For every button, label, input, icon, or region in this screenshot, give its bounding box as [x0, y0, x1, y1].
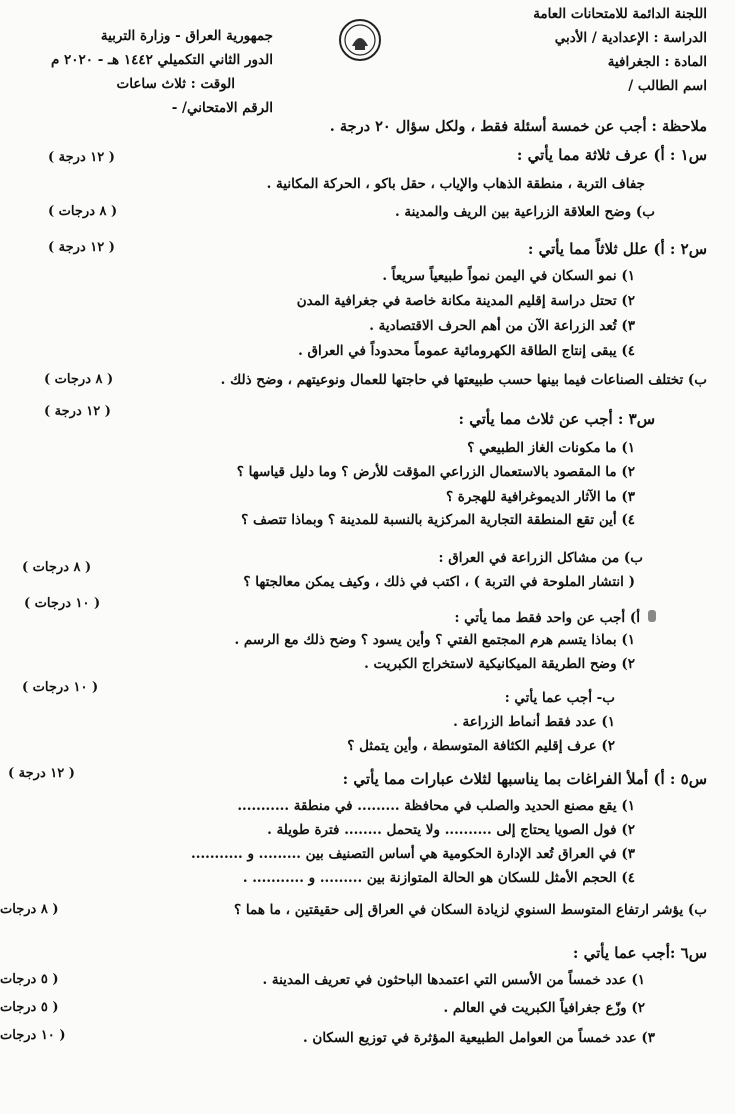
q6-2: ٢) وزّع جغرافياً الكبريت في العالم . — [443, 1000, 645, 1016]
q1-a: س١ : أ) عرف ثلاثة مما يأتي : — [516, 146, 707, 164]
exam-number-label: الرقم الامتحاني/ - — [171, 100, 273, 116]
subject: المادة : الجغرافية — [607, 54, 707, 70]
q6-1: ١) عدد خمساً من الأسس التي اعتمدها الباحثون في تعريف المدينة . — [262, 972, 645, 988]
q4-b-2: ٢) عرف إقليم الكثافة المتوسطة ، وأين يتمثل ؟ — [347, 738, 615, 754]
exam-time: الوقت : ثلاث ساعات — [116, 76, 235, 92]
q5-b: ب) يؤشر ارتفاع المتوسط السنوي لزيادة السكان في العراق إلى حقيقتين ، ما هما ؟ — [234, 902, 707, 918]
republic-ministry: جمهورية العراق - وزارة التربية — [100, 28, 273, 44]
student-name-label: اسم الطالب / — [628, 78, 707, 94]
q4-a-1: ١) بماذا يتسم هرم المجتمع الفتي ؟ وأين يسود ؟ وضح ذلك مع الرسم . — [234, 632, 635, 648]
q3-a-2: ٢) ما المقصود بالاستعمال الزراعي المؤقت للأرض ؟ وما دليل قياسها ؟ — [236, 464, 635, 480]
q3-a: س٣ : أجب عن ثلاث مما يأتي : — [458, 410, 655, 428]
q5-a-2: ٢) فول الصويا يحتاج إلى .......... ولا يتحمل ........ فترة طويلة . — [267, 822, 635, 838]
q2-a-1: ١) نمو السكان في اليمن نمواً طبيعياً سريعاً . — [382, 268, 635, 284]
q5-b-mark: ( ٨ درجات — [0, 902, 59, 917]
q2-b-mark: ( ٨ درجات ) — [44, 372, 114, 387]
q4-b-mark: ( ١٠ درجات ) — [22, 680, 99, 695]
q3-b-detail: ( انتشار الملوحة في التربة ) ، اكتب في ذلك ، وكيف يمكن معالجتها ؟ — [243, 574, 635, 590]
q6-1-mark: ( ٥ درجات — [0, 972, 59, 987]
committee-name: اللجنة الدائمة للامتحانات العامة — [533, 6, 707, 22]
q6-3-mark: ( ١٠ درجات — [0, 1028, 66, 1043]
q5-a-mark: ( ١٢ درجة ) — [8, 766, 75, 781]
q4-a-mark: ( ١٠ درجات ) — [24, 596, 101, 611]
q3-a-4: ٤) أين تقع المنطقة التجارية المركزية بالنسبة للمدينة ؟ وبماذا تتصف ؟ — [241, 512, 635, 528]
q4-a-2: ٢) وضح الطريقة الميكانيكية لاستخراج الكبريت . — [364, 656, 635, 672]
q1-b-mark: ( ٨ درجات ) — [48, 204, 118, 219]
q2-a-mark: ( ١٢ درجة ) — [48, 240, 115, 255]
q5-a-4: ٤) الحجم الأمثل للسكان هو الحالة المتوازنة بين ......... و ........... . — [242, 870, 635, 886]
q5-a: س٥ : أ) أملأ الفراغات بما يناسبها لثلاث عبارات مما يأتي : — [342, 770, 707, 788]
q2-b: ب) تختلف الصناعات فيما بينها حسب طبيعتها في حاجتها للعمال ونوعيتهم ، وضح ذلك . — [220, 372, 707, 388]
q6-2-mark: ( ٥ درجات — [0, 1000, 59, 1015]
q3-b-mark: ( ٨ درجات ) — [22, 560, 92, 575]
instructions-note: ملاحظة : أجب عن خمسة أسئلة فقط ، ولكل سؤال ٢٠ درجة . — [329, 118, 707, 135]
q2-a: س٢ : أ) علل ثلاثاً مما يأتي : — [527, 240, 707, 258]
q2-a-3: ٣) تُعد الزراعة الآن من أهم الحرف الاقتصادية . — [369, 318, 635, 334]
q5-a-3: ٣) في العراق تُعد الإدارة الحكومية هي أساس التصنيف بين ......... و ........... — [191, 846, 635, 862]
study-level: الدراسة : الإعدادية / الأدبي — [554, 30, 707, 46]
q3-b: ب) من مشاكل الزراعة في العراق : — [438, 550, 643, 566]
ministry-seal-icon — [338, 18, 382, 62]
q4-a: أ) أجب عن واحد فقط مما يأتي : — [454, 610, 640, 626]
q1-a-terms: جفاف التربة ، منطقة الذهاب والإياب ، حقل باكو ، الحركة المكانية . — [266, 176, 645, 192]
q3-a-mark: ( ١٢ درجة ) — [44, 404, 111, 419]
question-bullet-icon — [648, 610, 656, 622]
q2-a-2: ٢) تحتل دراسة إقليم المدينة مكانة خاصة في جغرافية المدن — [296, 293, 635, 309]
q3-a-3: ٣) ما الآثار الديموغرافية للهجرة ؟ — [445, 489, 635, 505]
exam-round: الدور الثاني التكميلي ١٤٤٢ هـ - ٢٠٢٠ م — [50, 52, 273, 68]
q4-b-1: ١) عدد فقط أنماط الزراعة . — [453, 714, 615, 730]
q1-b: ب) وضح العلاقة الزراعية بين الريف والمدينة . — [395, 204, 655, 220]
q6: س٦ :أجب عما يأتي : — [572, 944, 707, 962]
q5-a-1: ١) يقع مصنع الحديد والصلب في محافظة ......... في منطقة ........... — [237, 798, 635, 814]
q1-a-mark: ( ١٢ درجة ) — [48, 150, 115, 165]
q4-b: ب- أجب عما يأتي : — [504, 690, 615, 706]
q2-a-4: ٤) يبقى إنتاج الطاقة الكهرومائية عموماً محدوداً في العراق . — [298, 343, 635, 359]
q3-a-1: ١) ما مكونات الغاز الطبيعي ؟ — [467, 440, 635, 456]
q6-3: ٣) عدد خمساً من العوامل الطبيعية المؤثرة في توزيع السكان . — [303, 1030, 655, 1046]
